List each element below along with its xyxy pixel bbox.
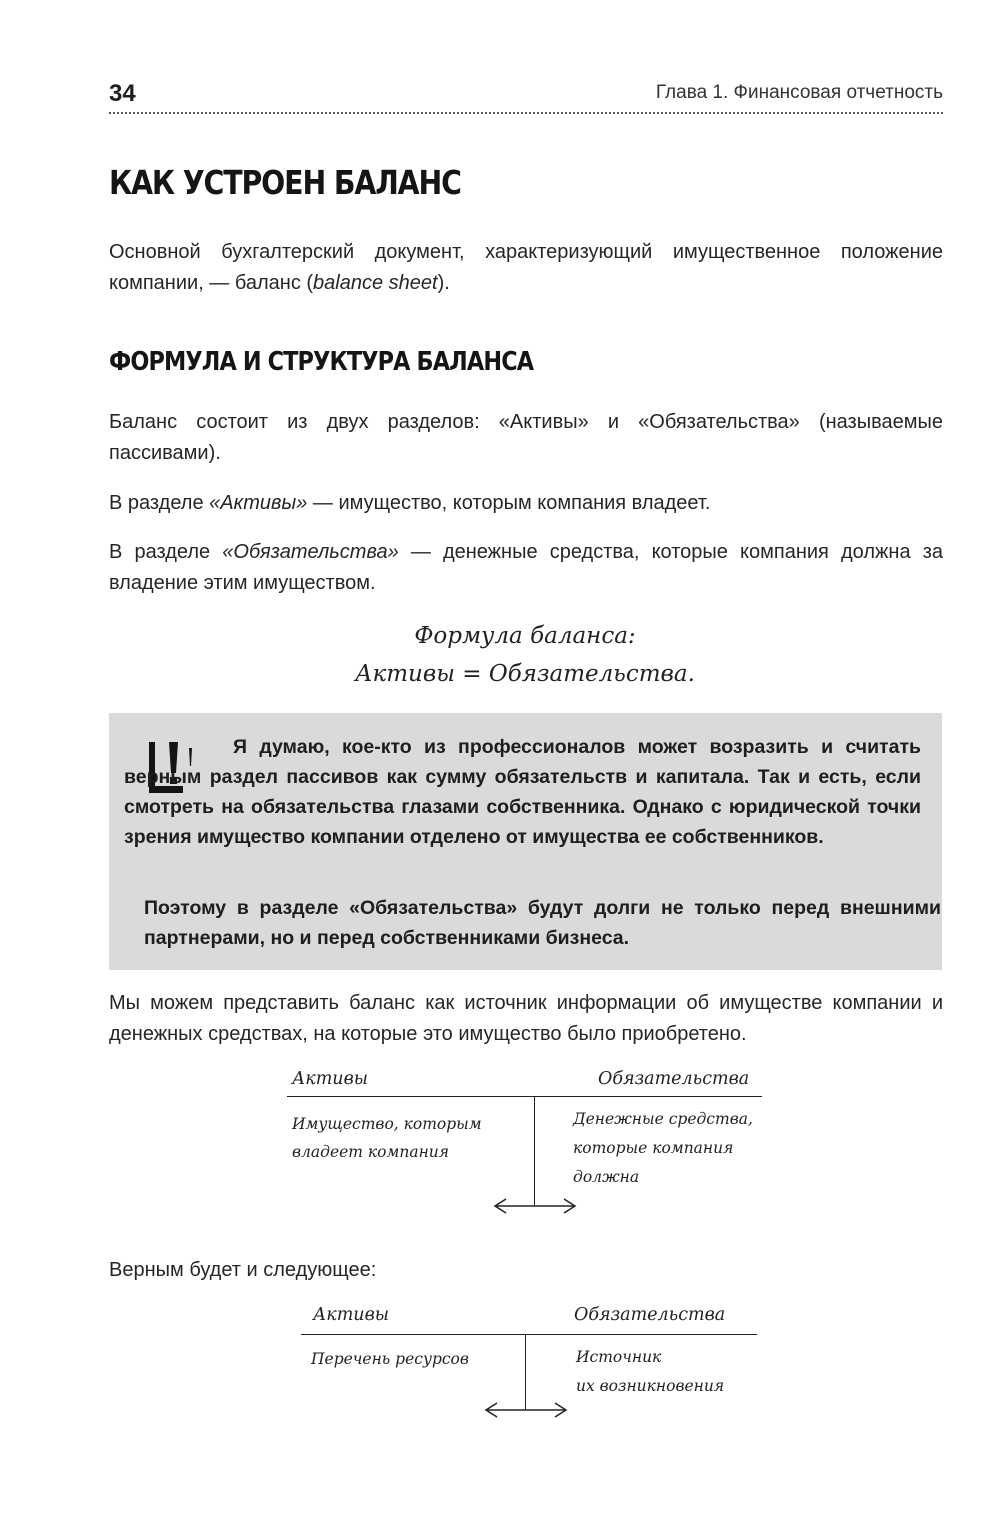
diagram2-horizontal-line [301, 1334, 757, 1335]
diagram1-horizontal-line [287, 1096, 762, 1097]
paragraph-assets [109, 488, 943, 519]
paragraph-assets-post: — имущество, которым компания владеет. [307, 492, 711, 514]
paragraph-source: Мы можем представить баланс как источник информации об имуществе компании и денежных средствах, на которые это имущество было приобретено. [109, 992, 943, 1045]
page-title: КАК УСТРОЕН БАЛАНС [109, 163, 461, 202]
diagram1-liabilities-line-1: Денежные средства, [573, 1110, 753, 1128]
diagram1-liabilities-header: Обязательства [598, 1069, 750, 1089]
intro-term: balance sheet [313, 272, 438, 294]
formula-equation: Активы = Обязательства. [355, 661, 695, 687]
header-divider [109, 112, 943, 114]
paragraph-also-true: Верным будет и следующее: [109, 1259, 377, 1281]
diagram1-assets-line-1: Имущество, которым [292, 1115, 482, 1133]
chapter-title: Глава 1. Финансовая отчетность [655, 82, 943, 103]
diagram1-vertical-line [534, 1097, 535, 1205]
paragraph-sections: Баланс состоит из двух разделов: «Активы» и «Обязательства» (называемые пассивами). [109, 411, 943, 464]
page-number: 34 [109, 80, 136, 107]
diagram2-liabilities-line-2: их возникновения [576, 1377, 725, 1395]
diagram1-liabilities-line-3: должна [573, 1168, 640, 1186]
diagram2-double-arrow-icon [481, 1397, 571, 1423]
paragraph-assets-pre: В разделе [109, 492, 210, 514]
diagram1-double-arrow-icon [490, 1193, 580, 1219]
intro-paragraph [109, 237, 943, 299]
paragraph-assets-em: «Активы» [209, 492, 308, 514]
note-paragraph-2: Поэтому в разделе «Обязательства» будут долги не только перед внешними партнерами, но и перед собственниками бизнеса. [144, 897, 941, 949]
diagram1-liabilities-line-2: которые компания [573, 1139, 734, 1157]
diagram1-assets-header: Активы [292, 1069, 369, 1089]
intro-text: Основной бухгалтерский документ, характеризующий имущественное положение компании, — баланс ( [109, 241, 943, 294]
paragraph-liabilities [109, 537, 943, 599]
diagram2-liabilities-header: Обязательства [574, 1305, 726, 1325]
intro-tail: ). [437, 272, 450, 294]
paragraph-liabilities-em: «Обязательства» [222, 541, 399, 563]
note-paragraph-1: Я думаю, кое-кто из профессионалов может возразить и считать верным раздел пассивов как сумму обязательств и капитала. Так и есть, если смотреть на обязательства глазами собственника. Однако с юридической точки зрения имущество компании отделено от имущества ее собственников. [124, 736, 921, 848]
paragraph-liabilities-post: — денежные средства, которые компания должна за владение этим имуществом. [109, 541, 943, 594]
section-heading: ФОРМУЛА И СТРУКТУРА БАЛАНСА [109, 347, 534, 377]
diagram2-assets-header: Активы [313, 1305, 390, 1325]
formula-caption: Формула баланса: [414, 623, 636, 649]
diagram2-liabilities-line-1: Источник [576, 1348, 662, 1366]
paragraph-liabilities-pre: В разделе [109, 541, 223, 563]
diagram1-assets-line-2: владеет компания [292, 1143, 450, 1161]
diagram2-assets-line-1: Перечень ресурсов [311, 1350, 469, 1368]
